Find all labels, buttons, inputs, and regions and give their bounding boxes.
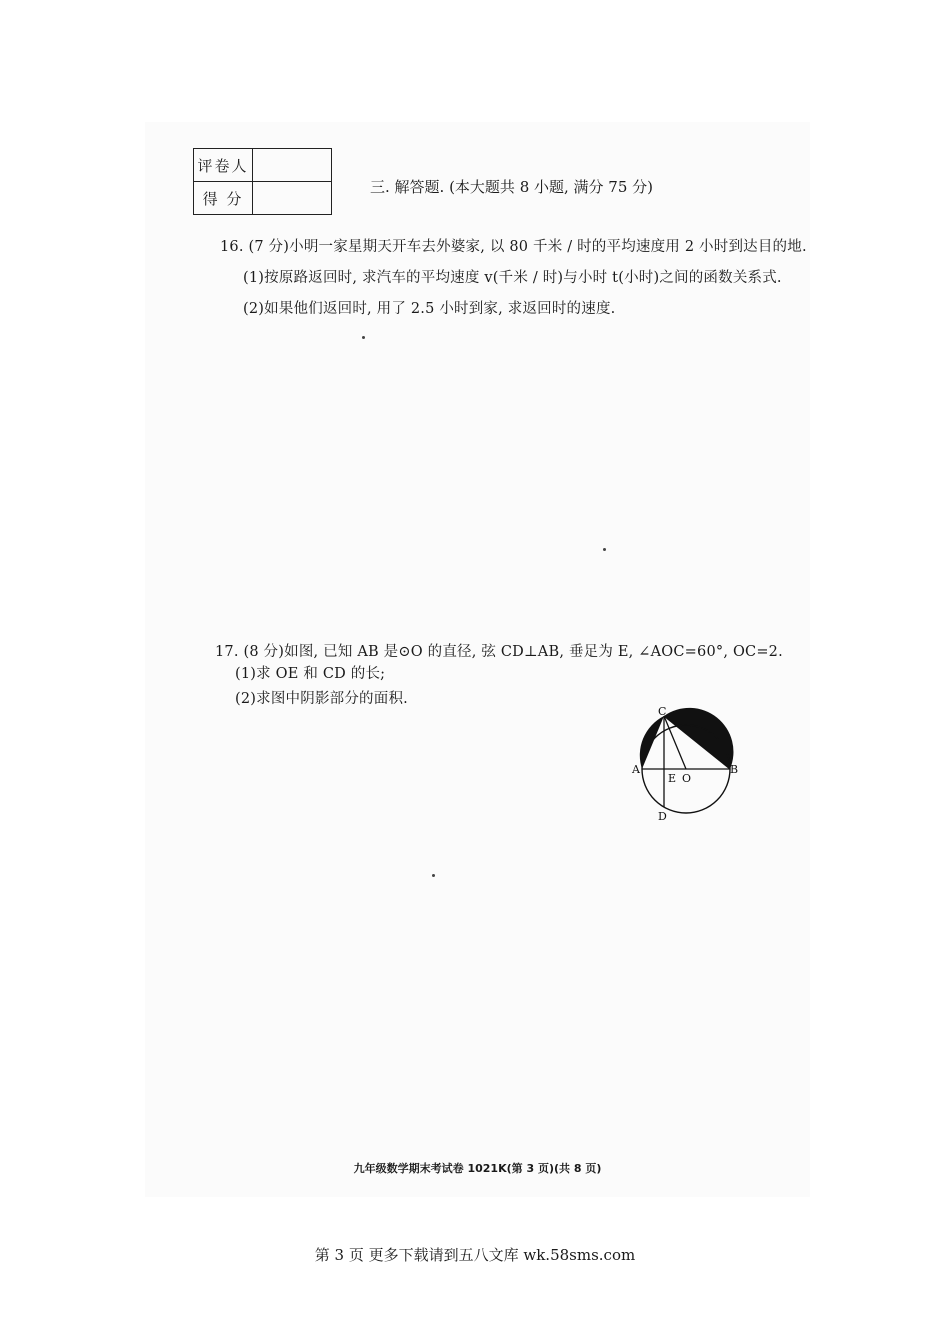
q16-part2: (2)如果他们返回时, 用了 2.5 小时到家, 求返回时的速度. [243, 301, 616, 317]
q16-stem: 16. (7 分)小明一家星期天开车去外婆家, 以 80 千米 / 时的平均速度用 2 小时到达目的地. [220, 239, 807, 255]
q17-part1: (1)求 OE 和 CD 的长; [235, 666, 386, 682]
label-e: E [668, 772, 677, 785]
label-b: B [730, 763, 739, 776]
circle-figure [628, 704, 740, 824]
download-note: 第 3 页 更多下载请到五八文库 wk.58sms.com [314, 1246, 636, 1264]
scan-speck [432, 874, 435, 877]
q17-stem: 17. (8 分)如图, 已知 AB 是⊙O 的直径, 弦 CD⊥AB, 垂足为 E, ∠AOC=60°, OC=2. [215, 644, 783, 660]
label-d: D [658, 810, 667, 823]
section-heading: 三. 解答题. (本大题共 8 小题, 满分 75 分) [370, 178, 654, 196]
shaded-segment-left [640, 716, 664, 769]
grader-value [253, 149, 332, 182]
scan-speck [362, 336, 365, 339]
grader-row [194, 149, 332, 182]
label-c: C [658, 705, 667, 718]
score-label: 得 分 [194, 182, 253, 215]
score-value [253, 182, 332, 215]
grader-label: 评卷人 [194, 149, 253, 182]
q17-part2: (2)求图中阴影部分的面积. [235, 691, 408, 707]
scan-speck [603, 548, 606, 551]
grader-score-table [193, 148, 332, 215]
shaded-segment-right [664, 708, 733, 769]
label-o: O [682, 772, 692, 785]
label-a: A [632, 763, 640, 776]
q16-part1: (1)按原路返回时, 求汽车的平均速度 v(千米 / 时)与小时 t(小时)之间的函数关系式. [243, 270, 782, 286]
score-row [194, 182, 332, 215]
page-footer: 九年级数学期末考试卷 1021K(第 3 页)(共 8 页) [353, 1162, 602, 1175]
